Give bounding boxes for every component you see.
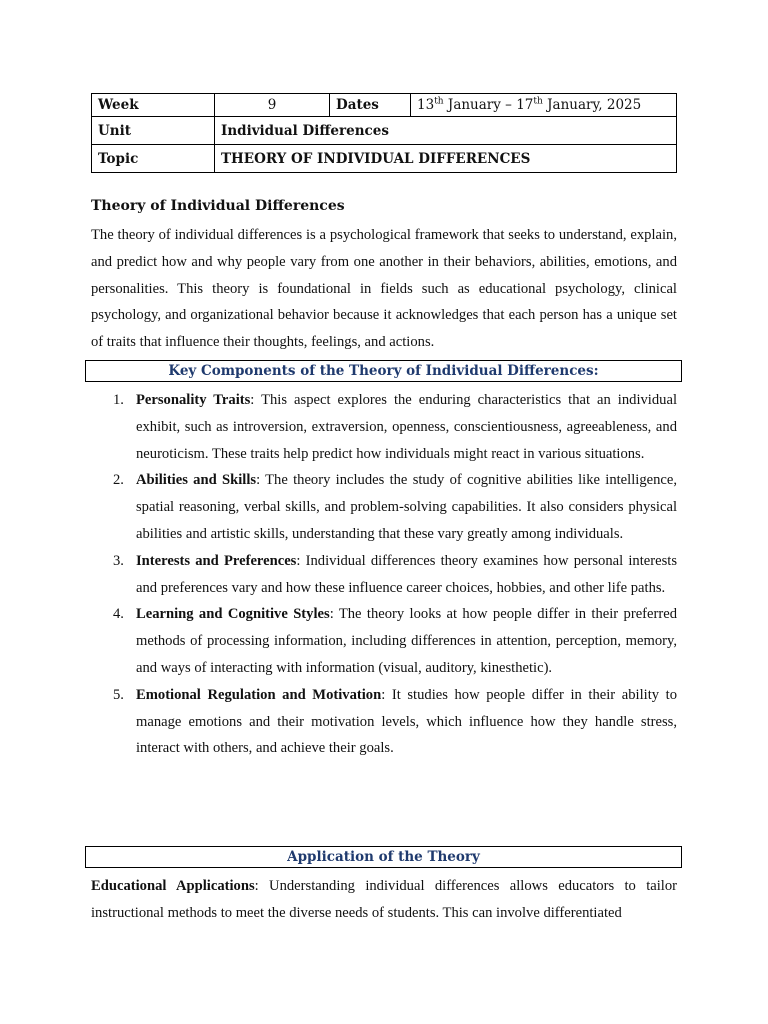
list-item [91, 387, 677, 467]
topic-row [92, 145, 677, 173]
list-term: Emotional Regulation and Motivation [136, 686, 382, 703]
list-text: : Individual differences theory examines how personal interests and preferences vary and how these influence career choices, hobbies, and other life paths. [136, 552, 677, 596]
list-term: Interests and Preferences [136, 552, 297, 569]
dates-end-suffix: th [533, 96, 543, 107]
dates-value [411, 94, 677, 117]
dates-start-suffix: th [434, 96, 444, 107]
list-number: 3. [113, 552, 124, 569]
list-number: 2. [113, 472, 124, 489]
topic-value: THEORY OF INDIVIDUAL DIFFERENCES [215, 145, 677, 173]
list-text: : The theory looks at how people differ in their preferred methods of processing information, including differences in attention, perception, memory, and ways of interacting with information (visual, auditory, kinesthetic). [136, 606, 678, 676]
components-list [91, 387, 677, 762]
list-text: : The theory includes the study of cognitive abilities like intelligence, spatial reasoning, verbal skills, and problem-solving capabilities. It also considers physical abilities and artistic skills, understanding that these vary greatly among individuals. [136, 472, 677, 542]
intro-paragraph: The theory of individual differences is a psychological framework that seeks to understand, explain, and predict how and why people vary from one another in their behaviors, abilities, emotions, and personalities. This theory is foundational in fields such as educational psychology, clinical psychology, and organizational behavior because it acknowledges that each person has a unique set of traits that influence their thoughts, feelings, and actions. [91, 227, 677, 351]
list-number: 4. [113, 606, 124, 623]
dates-middle: January – 17 [443, 97, 534, 113]
application-term: Educational Applications [91, 878, 255, 894]
dates-start-day: 13 [417, 97, 435, 113]
application-heading: Application of the Theory [85, 846, 682, 868]
list-term: Abilities and Skills [136, 472, 257, 489]
application-text: : Understanding individual differences allows educators to tailor instructional methods to meet the diverse needs of students. This can involve differentiated [91, 878, 677, 921]
list-item [91, 467, 677, 547]
list-term: Learning and Cognitive Styles [136, 606, 330, 623]
dates-label: Dates [330, 94, 411, 117]
week-value: 9 [215, 94, 330, 117]
week-label: Week [92, 94, 215, 117]
list-text: : It studies how people differ in their ability to manage emotions and their motivation levels, which influence how they handle stress, interact with others, and achieve their goals. [136, 686, 677, 757]
lesson-info-table [91, 93, 677, 173]
list-number: 5. [113, 686, 124, 703]
list-item [91, 682, 677, 762]
dates-end: January, 2025 [542, 97, 642, 113]
week-row [92, 94, 677, 117]
unit-row [92, 117, 677, 145]
list-item [91, 548, 677, 602]
topic-label: Topic [92, 145, 215, 173]
key-components-heading: Key Components of the Theory of Individual Differences: [85, 360, 682, 382]
list-term: Personality Traits [136, 392, 251, 408]
application-paragraph [91, 873, 677, 927]
unit-value: Individual Differences [215, 117, 677, 145]
list-number: 1. [113, 392, 124, 408]
section-title: Theory of Individual Differences [91, 198, 345, 214]
list-item [91, 601, 677, 681]
list-text: : This aspect explores the enduring characteristics that an individual exhibit, such as introversion, extraversion, openness, conscientiousness, agreeableness, and neuroticism. These traits help predict how individuals might react in various situations. [136, 392, 677, 462]
unit-label: Unit [92, 117, 215, 145]
